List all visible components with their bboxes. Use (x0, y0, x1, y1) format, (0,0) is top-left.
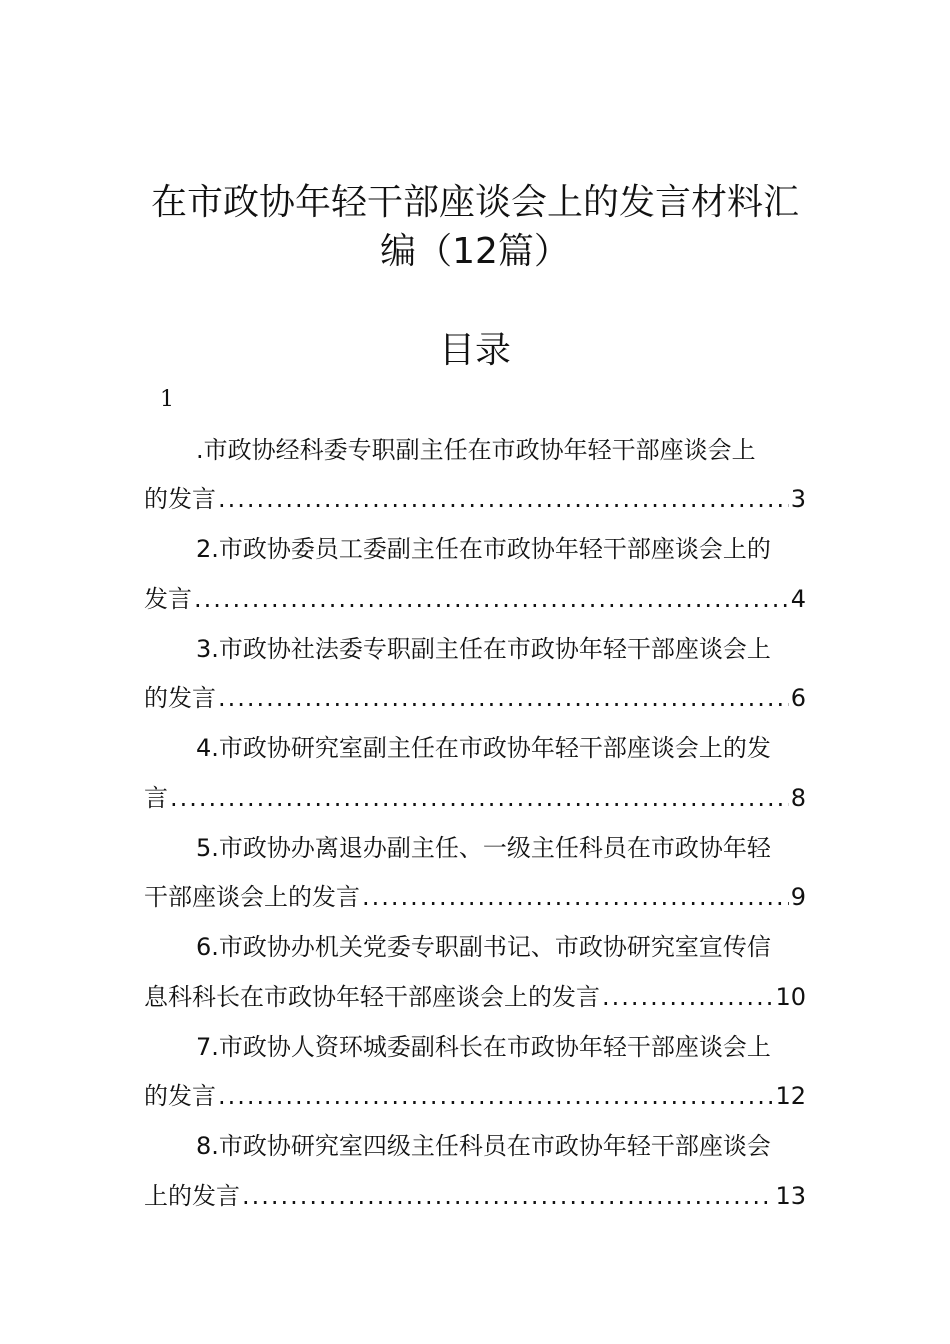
dot-leader (194, 583, 789, 615)
toc-entry-text: 3.市政协社法委专职副主任在市政协年轻干部座谈会上 (196, 635, 771, 663)
toc-entry-8-line-1[interactable] (144, 1130, 806, 1162)
document-title-line-1: 在市政协年轻干部座谈会上的发言材料汇 (150, 182, 799, 223)
toc-entry-3-line-1[interactable] (144, 633, 806, 665)
dot-leader (218, 682, 789, 714)
toc-entry-text: 上的发言 (144, 1182, 240, 1210)
toc-entry-text: 的发言 (144, 684, 216, 712)
toc-entry-text: 息科科长在市政协年轻干部座谈会上的发言 (144, 983, 600, 1011)
toc-entry-5-line-2[interactable] (144, 881, 806, 913)
document-title-line-2: 编（12篇） (380, 231, 570, 272)
toc-entry-1-line-2[interactable] (144, 483, 806, 515)
toc-entry-text: 7.市政协人资环城委副科长在市政协年轻干部座谈会上 (196, 1033, 771, 1061)
toc-entry-4-line-2[interactable] (144, 782, 806, 814)
dot-leader (218, 483, 789, 515)
toc-entry-8-line-2[interactable] (144, 1180, 806, 1212)
toc-entry-3-line-2[interactable] (144, 682, 806, 714)
toc-entry-text: 8.市政协研究室四级主任科员在市政协年轻干部座谈会 (196, 1132, 771, 1160)
toc-entry-text: 的发言 (144, 485, 216, 513)
toc-heading: 目录 (438, 330, 511, 371)
toc-page-number: 3 (790, 485, 806, 513)
toc-entry-2-line-1[interactable] (144, 533, 806, 565)
toc-page-number: 9 (790, 883, 806, 911)
toc-entry-6-line-2[interactable] (144, 981, 806, 1013)
toc-entry-text: 4.市政协研究室副主任在市政协年轻干部座谈会上的发 (196, 734, 771, 762)
toc-entry-text: 干部座谈会上的发言 (144, 883, 360, 911)
dot-leader (602, 981, 773, 1013)
dot-leader (362, 881, 789, 913)
toc-entry-text: 6.市政协办机关党委专职副书记、市政协研究室宣传信 (196, 933, 771, 961)
toc-entry-1-line-1[interactable] (144, 434, 806, 466)
toc-entry-text: 的发言 (144, 1082, 216, 1110)
toc-entry-text: .市政协经科委专职副主任在市政协年轻干部座谈会上 (196, 436, 756, 464)
toc-entry-5-line-1[interactable] (144, 832, 806, 864)
toc-entry-text: 2.市政协委员工委副主任在市政协年轻干部座谈会上的 (196, 535, 771, 563)
dot-leader (170, 782, 789, 814)
toc-page-number: 6 (790, 684, 806, 712)
toc-page-number: 10 (775, 983, 806, 1011)
toc-page-number: 8 (790, 784, 806, 812)
toc-entry-text: 5.市政协办离退办副主任、一级主任科员在市政协年轻 (196, 834, 771, 862)
toc-entry-4-line-1[interactable] (144, 732, 806, 764)
dot-leader (218, 1080, 773, 1112)
toc-page-number: 12 (775, 1082, 806, 1110)
toc-entry-7-line-1[interactable] (144, 1031, 806, 1063)
toc-entry-text: 发言 (144, 585, 192, 613)
toc-page-number: 4 (790, 585, 806, 613)
toc-entry-text: 言 (144, 784, 168, 812)
toc-entry-7-line-2[interactable] (144, 1080, 806, 1112)
stray-number: 1 (160, 387, 174, 412)
dot-leader (242, 1180, 773, 1212)
toc-entry-6-line-1[interactable] (144, 931, 806, 963)
toc-page-number: 13 (775, 1182, 806, 1210)
toc-entry-2-line-2[interactable] (144, 583, 806, 615)
